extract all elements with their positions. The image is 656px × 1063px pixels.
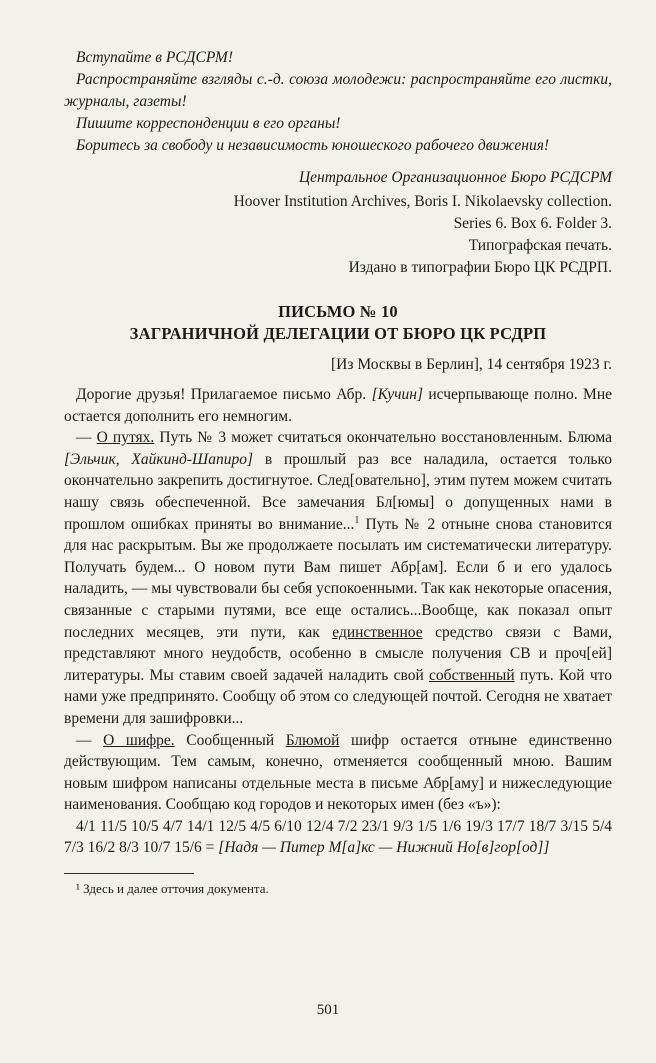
appeal-block (64, 47, 612, 157)
appeal-line: Распространяйте взгляды с.-д. союза молодежи: распространяйте его листки, журналы, газеты! (64, 71, 612, 110)
paragraph (64, 427, 612, 729)
text-run: Сообщенный (174, 731, 286, 749)
text-run: Путь № 3 может считаться окончательно восстановленным. Блюма (154, 429, 613, 447)
editor-note: [Надя — Питер М[а]кс — Нижний Но[в]гор[од]] (218, 839, 550, 857)
text-run: шифр остается отныне единственно действующим. Тем самым, конечно, отменяется сообщенный мною. Вашим новым шифром написаны отдельные места в письме Абр[аму] и нижеследующие наименования. Сообщаю код городов и некоторых имен (без «ъ»): (64, 731, 612, 814)
appeal-line: Боритесь за свободу и независимость юношеского рабочего движения! (76, 137, 550, 154)
appeal-line: Пишите корреспонденции в его органы! (76, 115, 341, 132)
section-title: О путях. (96, 429, 155, 447)
underlined-word: собственный (429, 666, 515, 684)
editor-note: [Кучин] (371, 386, 423, 403)
underlined-word: Блюмой (285, 731, 340, 749)
cipher-code (64, 816, 612, 859)
page-number: 501 (316, 1002, 340, 1018)
place-date: [Из Москвы в Берлин], 14 сентября 1923 г. (331, 356, 612, 373)
letter-heading (64, 301, 612, 345)
source-note (64, 191, 612, 279)
letter-body (64, 384, 612, 859)
source-line: Series 6. Box 6. Folder 3. (453, 215, 612, 232)
text-run: в прошлый раз все наладила, остается только окончательно закрепить достигнутое. След[овательно], этим путем можем считать нашу связь обеспеченной. Все замечания Бл[юмы] о допущенных нами в прошлом ошибках приняты во внимание... (64, 450, 612, 533)
paragraph (64, 730, 612, 816)
section-title: О шифре. (103, 731, 175, 749)
source-line: Типографская печать. (468, 237, 612, 254)
editor-note: [Эльчик, Хайкинд-Шапиро] (64, 450, 254, 468)
footnote-marker: 1 (354, 514, 360, 526)
text-run: Дорогие друзья! Прилагаемое письмо Абр. (76, 386, 372, 403)
appeal-line: Вступайте в РСДСРМ! (76, 49, 233, 66)
text-run: исчерпывающе полно. Мне остается дополнить его немногим. (64, 386, 612, 425)
text-run: — (76, 429, 97, 447)
text-run: путь. Кой что нами уже предпринято. Сообщу об этом со следующей почтой. Сегодня не хватает времени для зашифровки... (64, 666, 612, 727)
text-run: средство связи с Вами, представляют много неудобств, особенно в смысле получения СВ и проч[ей] литературы. Мы ставим своей задачей наладить свой (64, 623, 612, 684)
footnote: ¹ Здесь и далее отточия документа. (76, 881, 269, 897)
signature: Центральное Организационное Бюро РСДСРМ (298, 169, 612, 186)
source-line: Издано в типографии Бюро ЦК РСДРП. (348, 259, 612, 276)
text-run: Путь № 2 отныне снова становится для нас раскрытым. Вы же продолжаете посылать им систематически литературу. Получать будем... О новом пути Вам пишет Абр[ам]. Если б и его удалось наладить, — мы чувствовали бы себя успокоенными. Так как некоторые опасения, связанные с старыми путями, все еще остались...Вообще, как показал опыт последних месяцев, эти пути, как (64, 515, 612, 641)
paragraph (64, 384, 612, 427)
text-run: — (76, 731, 104, 749)
heading-line: ПИСЬМО № 10 (278, 302, 398, 321)
text-run: 4/1 11/5 10/5 4/7 14/1 12/5 4/5 6/10 12/4 7/2 23/1 9/3 1/5 1/6 19/3 17/7 18/7 3/15 5/4 7/3 16/2 8/3 10/7 15/6 = (64, 817, 612, 857)
footnote-divider (64, 873, 194, 874)
underlined-word: единственное (332, 623, 423, 641)
source-line: Hoover Institution Archives, Boris I. Nikolaevsky collection. (233, 193, 612, 210)
heading-line: ЗАГРАНИЧНОЙ ДЕЛЕГАЦИИ ОТ БЮРО ЦК РСДРП (129, 324, 547, 343)
